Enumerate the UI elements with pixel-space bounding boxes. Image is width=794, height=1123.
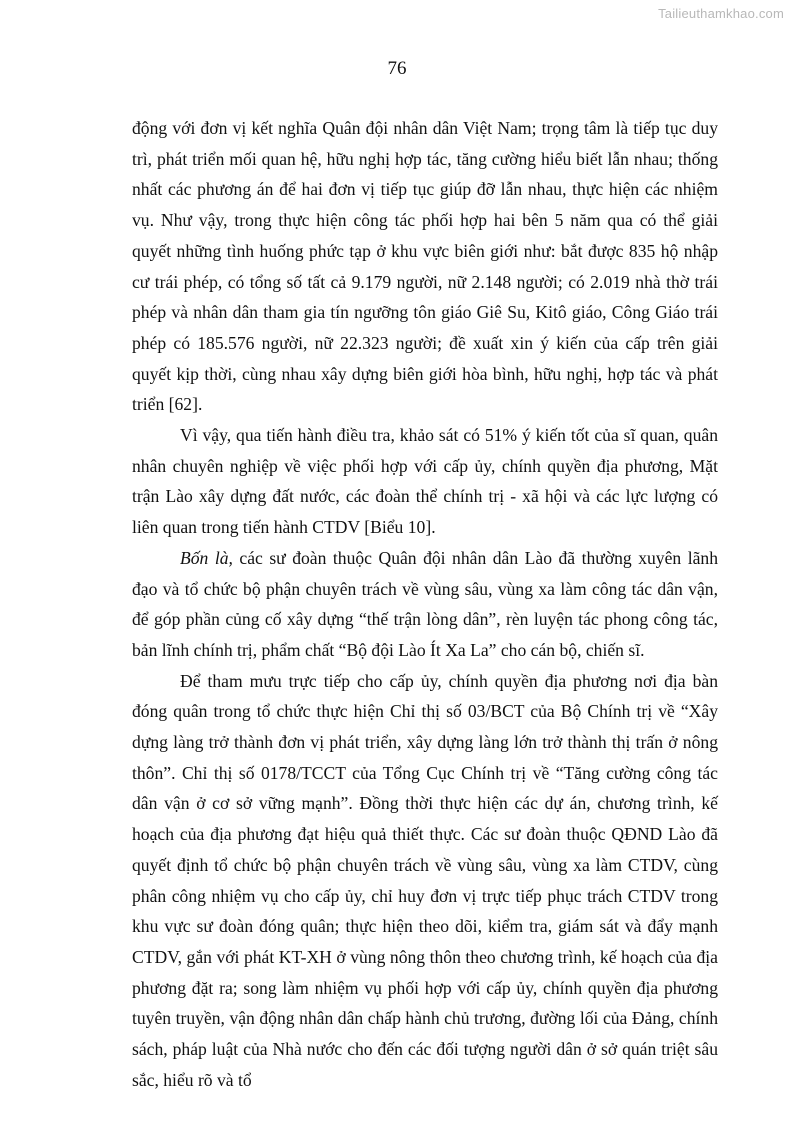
paragraph-directive: Để tham mưu trực tiếp cho cấp ủy, chính quyền địa phương nơi địa bàn đóng quân trong tổ chức thực hiện Chỉ thị số 03/BCT của Bộ Chính trị về “Xây dựng làng trở thành đơn vị phát triển, xây dựng làng lớn trở thành thị trấn ở nông thôn”. Chỉ thị số 0178/TCCT của Tổng Cục Chính trị về “Tăng cường công tác dân vận ở cơ sở vững mạnh”. Đồng thời thực hiện các dự án, chương trình, kế hoạch của địa phương đạt hiệu quả thiết thực. Các sư đoàn thuộc QĐND Lào đã quyết định tổ chức bộ phận chuyên trách về vùng sâu, vùng xa làm CTDV, cùng phân công nhiệm vụ cho cấp ủy, chỉ huy đơn vị trực tiếp phục trách CTDV trong khu vực sư đoàn đóng quân; thực hiện theo dõi, kiểm tra, giám sát và đẩy mạnh CTDV, gắn với phát KT-XH ở vùng nông thôn theo chương trình, kế hoạch của địa phương đặt ra; song làm nhiệm vụ phối hợp với cấp ủy, chính quyền địa phương tuyên truyền, vận động nhân dân chấp hành chủ trương, đường lối của Đảng, chính sách, pháp luật của Nhà nước cho đến các đối tượng người dân ở sở quán triệt sâu sắc, hiểu rõ và tổ bbox=[132, 670, 718, 1090]
paragraph-fourth-point-text: các sư đoàn thuộc Quân đội nhân dân Lào đã thường xuyên lãnh đạo và tổ chức bộ phận chuyên trách về vùng sâu, vùng xa làm công tác dân vận, để góp phần củng cố xây dựng “thế trận lòng dân”, rèn luyện tác phong công tác, bản lĩnh chính trị, phẩm chất “Bộ đội Lào Ít Xa La” cho cán bộ, chiến sĩ. bbox=[132, 547, 718, 660]
paragraph-continuation: động với đơn vị kết nghĩa Quân đội nhân dân Việt Nam; trọng tâm là tiếp tục duy trì, phát triển mối quan hệ, hữu nghị hợp tác, tăng cường hiểu biết lẫn nhau; thống nhất các phương án để hai đơn vị tiếp tục giúp đỡ lẫn nhau, thực hiện các nhiệm vụ. Như vậy, trong thực hiện công tác phối hợp hai bên 5 năm qua có thể giải quyết những tình huống phức tạp ở khu vực biên giới như: bắt được 835 hộ nhập cư trái phép, có tổng số tất cả 9.179 người, nữ 2.148 người; có 2.019 nhà thờ trái phép và nhân dân tham gia tín ngưỡng tôn giáo Giê Su, Kitô giáo, Công Giáo trái phép có 185.576 người, nữ 22.323 người; đề xuất xin ý kiến của cấp trên giải quyết kịp thời, cùng nhau xây dựng biên giới hòa bình, hữu nghị, hợp tác và phát triển [62]. bbox=[132, 118, 718, 415]
paragraph-lead-italic: Bốn là, bbox=[180, 547, 233, 568]
watermark-text: Tailieuthamkhao.com bbox=[658, 6, 784, 21]
document-body bbox=[132, 113, 718, 1096]
page-number: 76 bbox=[387, 58, 407, 79]
paragraph-fourth-point bbox=[132, 543, 718, 666]
paragraph-survey: Vì vậy, qua tiến hành điều tra, khảo sát có 51% ý kiến tốt của sĩ quan, quân nhân chuyên nghiệp về việc phối hợp với cấp ủy, chính quyền địa phương, Mặt trận Lào xây dựng đất nước, các đoàn thể chính trị - xã hội và các lực lượng có liên quan trong tiến hành CTDV [Biểu 10]. bbox=[132, 425, 718, 538]
